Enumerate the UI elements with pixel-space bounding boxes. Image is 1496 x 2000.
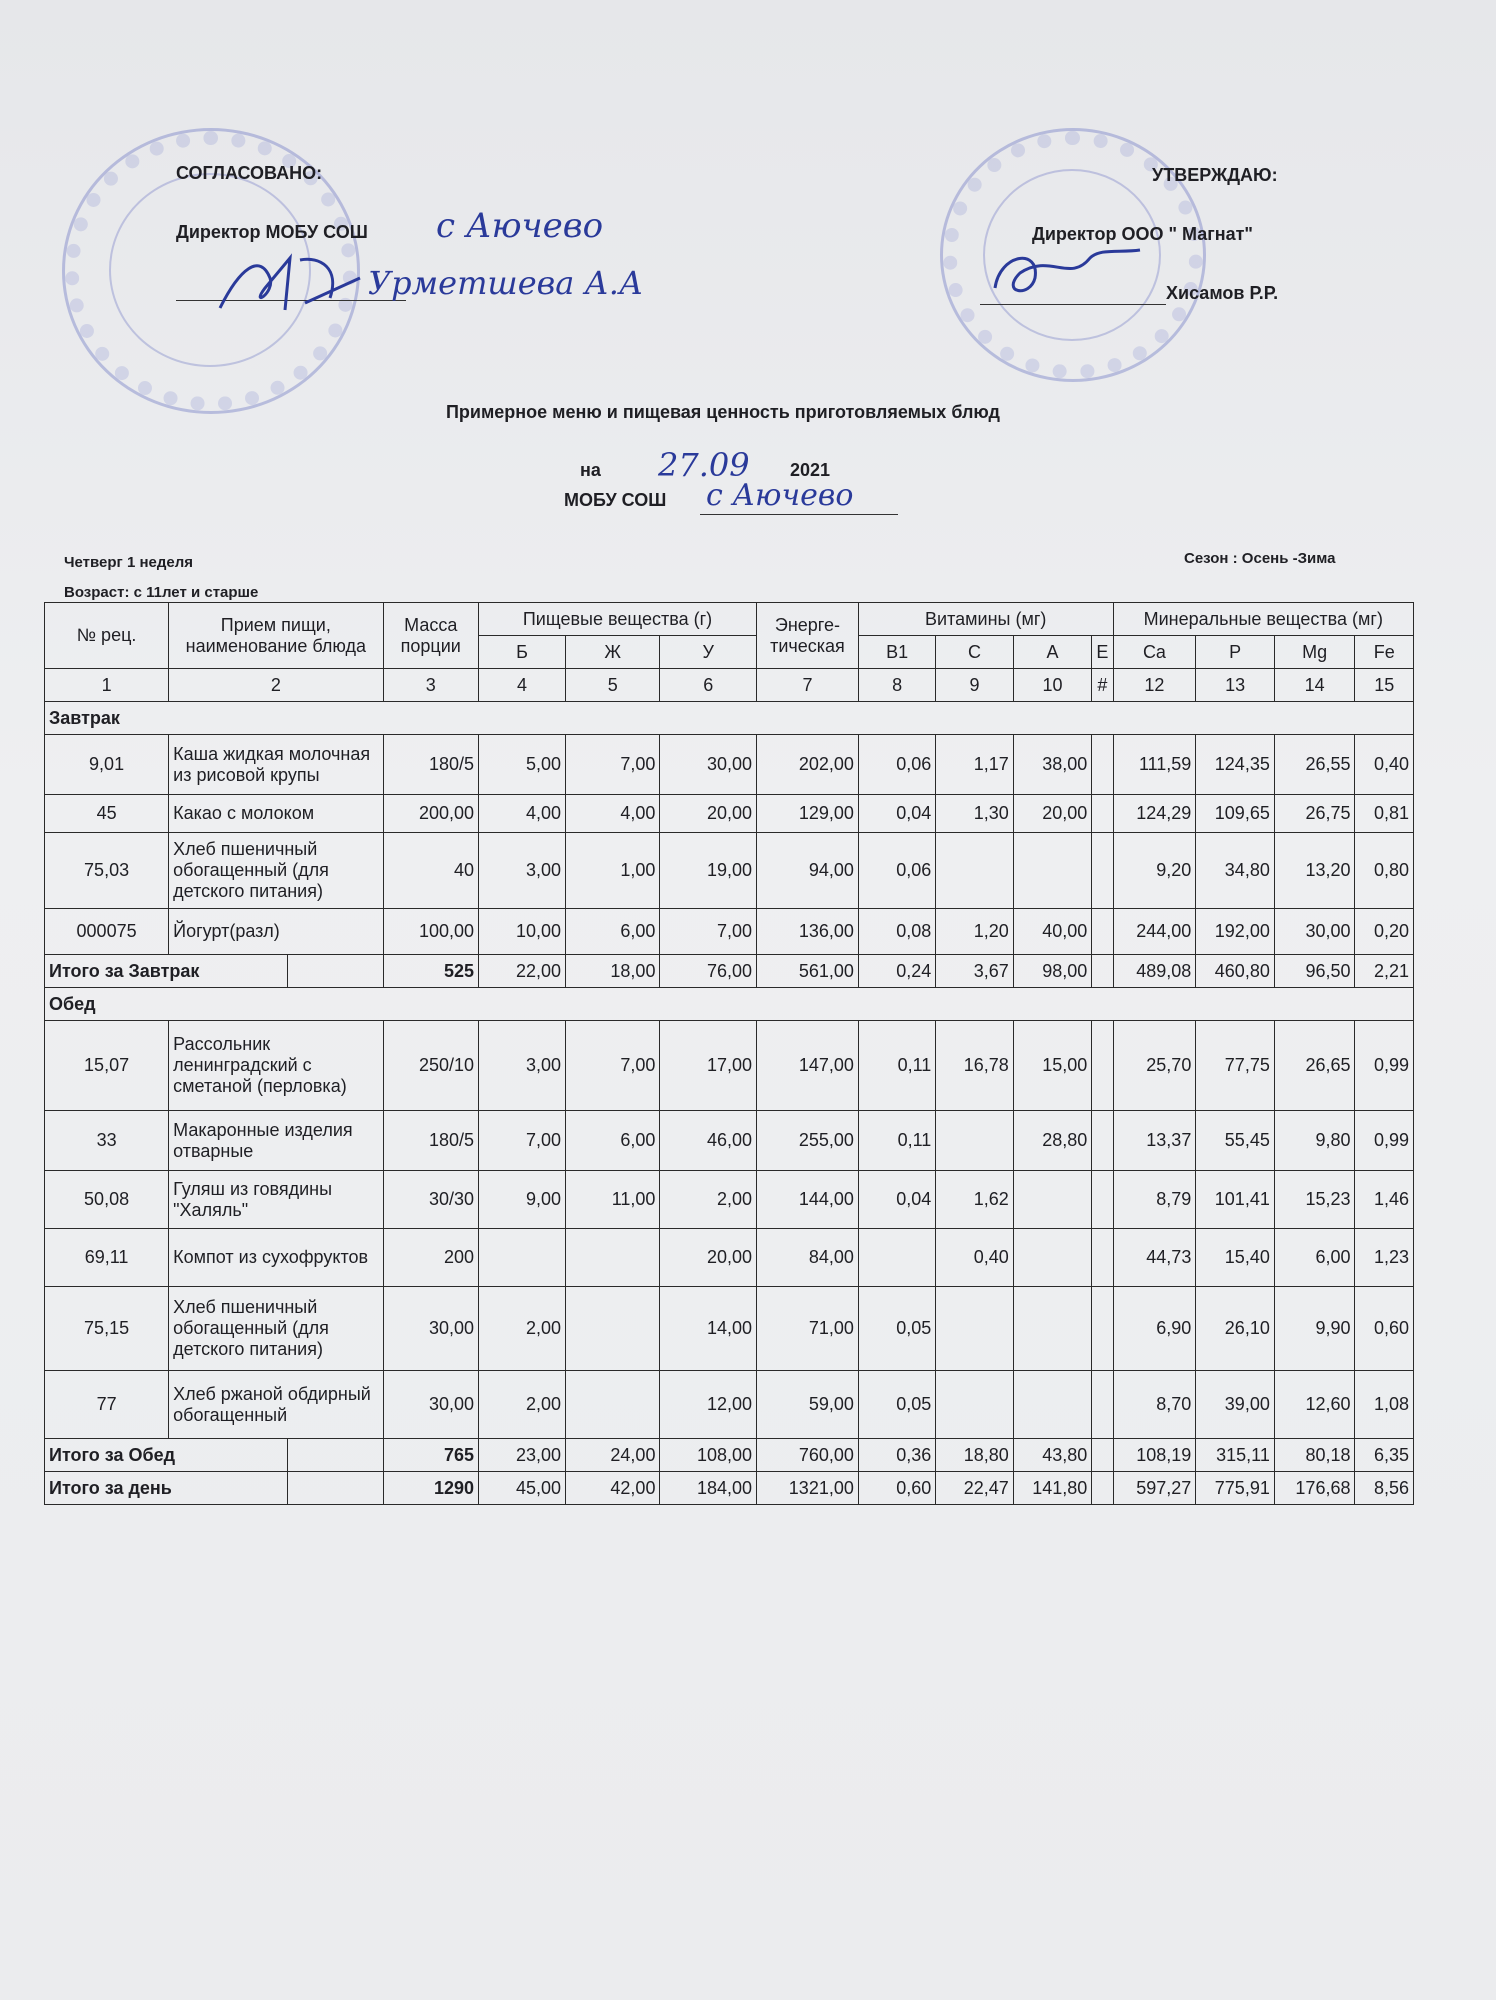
total-blank xyxy=(288,1472,384,1505)
total-value: 561,00 xyxy=(757,955,859,988)
dish-name: Какао с молоком xyxy=(169,795,383,833)
column-number: 1 xyxy=(45,669,169,702)
nutrition-value xyxy=(1092,1229,1113,1287)
nutrition-value: 100,00 xyxy=(383,909,479,955)
total-value: 489,08 xyxy=(1113,955,1196,988)
nutrition-value: 13,20 xyxy=(1274,833,1355,909)
nutrition-value: 34,80 xyxy=(1196,833,1275,909)
nutrition-value: 180/5 xyxy=(383,735,479,795)
header-rec: № рец. xyxy=(45,603,169,669)
nutrition-value: 0,60 xyxy=(1355,1287,1414,1371)
nutrition-value: 3,00 xyxy=(479,1021,566,1111)
column-number: 14 xyxy=(1274,669,1355,702)
header-nutrients: Пищевые вещества (г) xyxy=(479,603,757,636)
dish-name: Компот из сухофруктов xyxy=(169,1229,383,1287)
nutrition-value: 1,00 xyxy=(566,833,660,909)
header-mg: Mg xyxy=(1274,636,1355,669)
table-row xyxy=(45,833,1414,909)
total-value: 98,00 xyxy=(1013,955,1092,988)
nutrition-value xyxy=(1092,1021,1113,1111)
total-value: 2,21 xyxy=(1355,955,1414,988)
total-value: 597,27 xyxy=(1113,1472,1196,1505)
day-label: Четверг 1 неделя xyxy=(64,554,194,571)
nutrition-value: 20,00 xyxy=(660,795,757,833)
nutrition-value: 147,00 xyxy=(757,1021,859,1111)
nutrition-value: 109,65 xyxy=(1196,795,1275,833)
nutrition-value: 7,00 xyxy=(566,735,660,795)
column-number: 12 xyxy=(1113,669,1196,702)
nutrition-value: 6,90 xyxy=(1113,1287,1196,1371)
total-value: 22,00 xyxy=(479,955,566,988)
approved-left-position: Директор МОБУ СОШ xyxy=(176,222,368,242)
nutrition-value: 15,40 xyxy=(1196,1229,1275,1287)
nutrition-value: 5,00 xyxy=(479,735,566,795)
header-energy: Энерге-тическая xyxy=(757,603,859,669)
total-value: 43,80 xyxy=(1013,1439,1092,1472)
header-fe: Fe xyxy=(1355,636,1414,669)
nutrition-value: 1,46 xyxy=(1355,1171,1414,1229)
total-mass: 525 xyxy=(383,955,479,988)
nutrition-value: 26,10 xyxy=(1196,1287,1275,1371)
section-name: Завтрак xyxy=(45,702,1414,735)
total-value xyxy=(1092,1439,1113,1472)
nutrition-value: 7,00 xyxy=(660,909,757,955)
table-row xyxy=(45,1171,1414,1229)
nutrition-value: 192,00 xyxy=(1196,909,1275,955)
right-signature-line xyxy=(980,304,1166,305)
date-prefix: на xyxy=(580,460,601,480)
total-value: 184,00 xyxy=(660,1472,757,1505)
nutrition-value: 0,11 xyxy=(858,1111,935,1171)
nutrition-value: 1,08 xyxy=(1355,1371,1414,1439)
nutrition-value: 16,78 xyxy=(936,1021,1013,1111)
nutrition-value: 40 xyxy=(383,833,479,909)
total-value: 141,80 xyxy=(1013,1472,1092,1505)
left-signature-icon xyxy=(210,248,380,318)
total-mass: 765 xyxy=(383,1439,479,1472)
nutrition-value: 4,00 xyxy=(566,795,660,833)
nutrition-value: 44,73 xyxy=(1113,1229,1196,1287)
nutrition-value xyxy=(479,1229,566,1287)
table-row xyxy=(45,1229,1414,1287)
nutrition-value: 244,00 xyxy=(1113,909,1196,955)
school-underline xyxy=(700,514,898,515)
nutrition-value: 20,00 xyxy=(1013,795,1092,833)
nutrition-value: 94,00 xyxy=(757,833,859,909)
nutrition-value: 2,00 xyxy=(479,1287,566,1371)
nutrition-value: 0,99 xyxy=(1355,1111,1414,1171)
nutrition-value: 1,23 xyxy=(1355,1229,1414,1287)
nutrition-value: 26,55 xyxy=(1274,735,1355,795)
nutrition-value: 30/30 xyxy=(383,1171,479,1229)
recipe-number: 000075 xyxy=(45,909,169,955)
nutrition-value xyxy=(1013,1229,1092,1287)
nutrition-value: 13,37 xyxy=(1113,1111,1196,1171)
nutrition-value: 0,20 xyxy=(1355,909,1414,955)
dish-name: Хлеб ржаной обдирный обогащенный xyxy=(169,1371,383,1439)
header-b: Б xyxy=(479,636,566,669)
header-minerals: Минеральные вещества (мг) xyxy=(1113,603,1413,636)
nutrition-value: 55,45 xyxy=(1196,1111,1275,1171)
nutrition-value: 39,00 xyxy=(1196,1371,1275,1439)
nutrition-value xyxy=(936,1287,1013,1371)
nutrition-value: 8,70 xyxy=(1113,1371,1196,1439)
header-a: A xyxy=(1013,636,1092,669)
nutrition-value xyxy=(1092,1371,1113,1439)
nutrition-value: 12,00 xyxy=(660,1371,757,1439)
nutrition-value: 7,00 xyxy=(479,1111,566,1171)
nutrition-value xyxy=(1013,1287,1092,1371)
dish-name: Гуляш из говядины "Халяль" xyxy=(169,1171,383,1229)
table-row xyxy=(45,1287,1414,1371)
nutrition-value: 6,00 xyxy=(566,909,660,955)
recipe-number: 77 xyxy=(45,1371,169,1439)
table-row xyxy=(45,795,1414,833)
approved-left-label: СОГЛАСОВАНО: xyxy=(176,163,323,183)
total-value: 18,00 xyxy=(566,955,660,988)
nutrition-value: 14,00 xyxy=(660,1287,757,1371)
nutrition-value: 200 xyxy=(383,1229,479,1287)
column-number: 6 xyxy=(660,669,757,702)
total-value: 775,91 xyxy=(1196,1472,1275,1505)
dish-name: Хлеб пшеничный обогащенный (для детского питания) xyxy=(169,833,383,909)
table-row xyxy=(45,1021,1414,1111)
column-number: # xyxy=(1092,669,1113,702)
nutrition-value: 0,81 xyxy=(1355,795,1414,833)
total-value: 18,80 xyxy=(936,1439,1013,1472)
total-value xyxy=(1092,1472,1113,1505)
approved-right-label: УТВЕРЖДАЮ: xyxy=(1152,165,1278,185)
section-header-row xyxy=(45,988,1414,1021)
nutrition-value xyxy=(1013,1171,1092,1229)
recipe-number: 75,03 xyxy=(45,833,169,909)
nutrition-value: 10,00 xyxy=(479,909,566,955)
nutrition-value: 20,00 xyxy=(660,1229,757,1287)
nutrition-value xyxy=(1092,909,1113,955)
total-value: 96,50 xyxy=(1274,955,1355,988)
nutrition-value: 15,23 xyxy=(1274,1171,1355,1229)
total-value: 23,00 xyxy=(479,1439,566,1472)
nutrition-value: 84,00 xyxy=(757,1229,859,1287)
total-value: 80,18 xyxy=(1274,1439,1355,1472)
nutrition-value xyxy=(566,1371,660,1439)
header-e: E xyxy=(1092,636,1113,669)
nutrition-value: 0,11 xyxy=(858,1021,935,1111)
dish-name: Макаронные изделия отварные xyxy=(169,1111,383,1171)
total-label: Итого за день xyxy=(45,1472,288,1505)
table-row xyxy=(45,1371,1414,1439)
nutrition-value: 19,00 xyxy=(660,833,757,909)
nutrition-value: 200,00 xyxy=(383,795,479,833)
recipe-number: 75,15 xyxy=(45,1287,169,1371)
age-label: Возраст: с 11лет и старше xyxy=(64,584,259,601)
nutrition-value: 30,00 xyxy=(1274,909,1355,955)
nutrition-value: 1,20 xyxy=(936,909,1013,955)
nutrition-value: 40,00 xyxy=(1013,909,1092,955)
table-row xyxy=(45,909,1414,955)
nutrition-value: 59,00 xyxy=(757,1371,859,1439)
total-blank xyxy=(288,955,384,988)
recipe-number: 33 xyxy=(45,1111,169,1171)
header-mass: Масса порции xyxy=(383,603,479,669)
document-title: Примерное меню и пищевая ценность приготовляемых блюд xyxy=(445,402,1000,422)
nutrition-value xyxy=(1092,1171,1113,1229)
nutrition-value: 2,00 xyxy=(660,1171,757,1229)
year: 2021 xyxy=(790,460,831,480)
school-label: МОБУ СОШ xyxy=(564,490,667,510)
total-value: 45,00 xyxy=(479,1472,566,1505)
menu-table xyxy=(44,602,1414,1505)
nutrition-value: 0,06 xyxy=(858,735,935,795)
nutrition-value xyxy=(936,1111,1013,1171)
total-value: 0,60 xyxy=(858,1472,935,1505)
nutrition-value: 0,04 xyxy=(858,795,935,833)
total-mass: 1290 xyxy=(383,1472,479,1505)
nutrition-value xyxy=(1092,735,1113,795)
column-number: 3 xyxy=(383,669,479,702)
total-value: 22,47 xyxy=(936,1472,1013,1505)
nutrition-value xyxy=(936,833,1013,909)
nutrition-value: 15,00 xyxy=(1013,1021,1092,1111)
column-number-row xyxy=(45,669,1414,702)
column-number: 9 xyxy=(936,669,1013,702)
total-value: 760,00 xyxy=(757,1439,859,1472)
total-value: 0,24 xyxy=(858,955,935,988)
nutrition-value xyxy=(1092,1287,1113,1371)
total-value: 108,00 xyxy=(660,1439,757,1472)
column-number: 5 xyxy=(566,669,660,702)
total-value: 0,36 xyxy=(858,1439,935,1472)
nutrition-value: 28,80 xyxy=(1013,1111,1092,1171)
nutrition-value: 136,00 xyxy=(757,909,859,955)
total-value: 3,67 xyxy=(936,955,1013,988)
nutrition-value: 129,00 xyxy=(757,795,859,833)
nutrition-value: 1,30 xyxy=(936,795,1013,833)
nutrition-value: 180/5 xyxy=(383,1111,479,1171)
dish-name: Рассольник ленинградский с сметаной (перловка) xyxy=(169,1021,383,1111)
nutrition-value xyxy=(1013,1371,1092,1439)
header-meal: Прием пищи, наименование блюда xyxy=(169,603,383,669)
header-b1: B1 xyxy=(858,636,935,669)
nutrition-value: 250/10 xyxy=(383,1021,479,1111)
section-header-row xyxy=(45,702,1414,735)
nutrition-value: 3,00 xyxy=(479,833,566,909)
recipe-number: 50,08 xyxy=(45,1171,169,1229)
nutrition-value: 71,00 xyxy=(757,1287,859,1371)
nutrition-value: 0,04 xyxy=(858,1171,935,1229)
header-zh: Ж xyxy=(566,636,660,669)
header-ca: Ca xyxy=(1113,636,1196,669)
nutrition-value: 101,41 xyxy=(1196,1171,1275,1229)
nutrition-value: 124,29 xyxy=(1113,795,1196,833)
nutrition-value xyxy=(1092,1111,1113,1171)
dish-name: Каша жидкая молочная из рисовой крупы xyxy=(169,735,383,795)
total-value: 176,68 xyxy=(1274,1472,1355,1505)
nutrition-value: 0,05 xyxy=(858,1371,935,1439)
total-value: 42,00 xyxy=(566,1472,660,1505)
nutrition-value: 12,60 xyxy=(1274,1371,1355,1439)
nutrition-value: 0,06 xyxy=(858,833,935,909)
day-total-row xyxy=(45,1472,1414,1505)
nutrition-value: 8,79 xyxy=(1113,1171,1196,1229)
nutrition-value: 30,00 xyxy=(660,735,757,795)
nutrition-value: 0,99 xyxy=(1355,1021,1414,1111)
nutrition-value: 9,90 xyxy=(1274,1287,1355,1371)
school-name-handwriting: с Аючево xyxy=(706,478,854,513)
nutrition-value: 26,65 xyxy=(1274,1021,1355,1111)
column-number: 7 xyxy=(757,669,859,702)
nutrition-value: 0,05 xyxy=(858,1287,935,1371)
nutrition-value: 11,00 xyxy=(566,1171,660,1229)
nutrition-value: 1,62 xyxy=(936,1171,1013,1229)
nutrition-value: 4,00 xyxy=(479,795,566,833)
season-label: Сезон : Осень -Зима xyxy=(1184,550,1336,567)
nutrition-value: 124,35 xyxy=(1196,735,1275,795)
recipe-number: 15,07 xyxy=(45,1021,169,1111)
nutrition-value: 77,75 xyxy=(1196,1021,1275,1111)
section-total-row xyxy=(45,1439,1414,1472)
total-label: Итого за Завтрак xyxy=(45,955,288,988)
approved-right-name: Хисамов Р.Р. xyxy=(1166,283,1279,303)
total-value: 76,00 xyxy=(660,955,757,988)
nutrition-value: 30,00 xyxy=(383,1371,479,1439)
nutrition-value: 0,40 xyxy=(1355,735,1414,795)
nutrition-value: 1,17 xyxy=(936,735,1013,795)
column-number: 15 xyxy=(1355,669,1414,702)
header-vitamins: Витамины (мг) xyxy=(858,603,1113,636)
column-number: 2 xyxy=(169,669,383,702)
nutrition-value: 0,40 xyxy=(936,1229,1013,1287)
table-row xyxy=(45,1111,1414,1171)
nutrition-value: 9,80 xyxy=(1274,1111,1355,1171)
recipe-number: 9,01 xyxy=(45,735,169,795)
nutrition-value xyxy=(1013,833,1092,909)
column-number: 13 xyxy=(1196,669,1275,702)
total-value: 6,35 xyxy=(1355,1439,1414,1472)
column-number: 10 xyxy=(1013,669,1092,702)
header-p: P xyxy=(1196,636,1275,669)
nutrition-value: 2,00 xyxy=(479,1371,566,1439)
total-value: 24,00 xyxy=(566,1439,660,1472)
column-number: 8 xyxy=(858,669,935,702)
section-name: Обед xyxy=(45,988,1414,1021)
nutrition-value xyxy=(1092,833,1113,909)
nutrition-value: 0,08 xyxy=(858,909,935,955)
date-handwriting: 27.09 xyxy=(658,446,750,484)
total-value xyxy=(1092,955,1113,988)
nutrition-value xyxy=(858,1229,935,1287)
header-u: У xyxy=(660,636,757,669)
total-value: 315,11 xyxy=(1196,1439,1275,1472)
nutrition-value xyxy=(936,1371,1013,1439)
dish-name: Хлеб пшеничный обогащенный (для детского питания) xyxy=(169,1287,383,1371)
table-row xyxy=(45,735,1414,795)
nutrition-value: 144,00 xyxy=(757,1171,859,1229)
nutrition-value: 255,00 xyxy=(757,1111,859,1171)
dish-name: Йогурт(разл) xyxy=(169,909,383,955)
total-blank xyxy=(288,1439,384,1472)
header-row-1 xyxy=(45,603,1414,636)
nutrition-value: 38,00 xyxy=(1013,735,1092,795)
header-c: C xyxy=(936,636,1013,669)
column-number: 4 xyxy=(479,669,566,702)
nutrition-value: 9,00 xyxy=(479,1171,566,1229)
nutrition-value: 111,59 xyxy=(1113,735,1196,795)
nutrition-value: 17,00 xyxy=(660,1021,757,1111)
nutrition-value: 25,70 xyxy=(1113,1021,1196,1111)
nutrition-value: 7,00 xyxy=(566,1021,660,1111)
nutrition-value xyxy=(566,1287,660,1371)
approved-right-position: Директор ООО " Магнат" xyxy=(1032,224,1253,244)
total-value: 8,56 xyxy=(1355,1472,1414,1505)
total-label: Итого за Обед xyxy=(45,1439,288,1472)
total-value: 1321,00 xyxy=(757,1472,859,1505)
nutrition-value xyxy=(566,1229,660,1287)
recipe-number: 45 xyxy=(45,795,169,833)
nutrition-value: 202,00 xyxy=(757,735,859,795)
nutrition-value: 6,00 xyxy=(566,1111,660,1171)
section-total-row xyxy=(45,955,1414,988)
right-signature-icon xyxy=(980,238,1150,308)
school-handwriting: с Аючево xyxy=(436,206,604,246)
nutrition-value: 6,00 xyxy=(1274,1229,1355,1287)
nutrition-value xyxy=(1092,795,1113,833)
nutrition-value: 26,75 xyxy=(1274,795,1355,833)
director-name-handwriting: Урметшева А.А xyxy=(368,264,644,302)
nutrition-value: 9,20 xyxy=(1113,833,1196,909)
nutrition-value: 30,00 xyxy=(383,1287,479,1371)
nutrition-value: 46,00 xyxy=(660,1111,757,1171)
total-value: 460,80 xyxy=(1196,955,1275,988)
nutrition-value: 0,80 xyxy=(1355,833,1414,909)
recipe-number: 69,11 xyxy=(45,1229,169,1287)
total-value: 108,19 xyxy=(1113,1439,1196,1472)
